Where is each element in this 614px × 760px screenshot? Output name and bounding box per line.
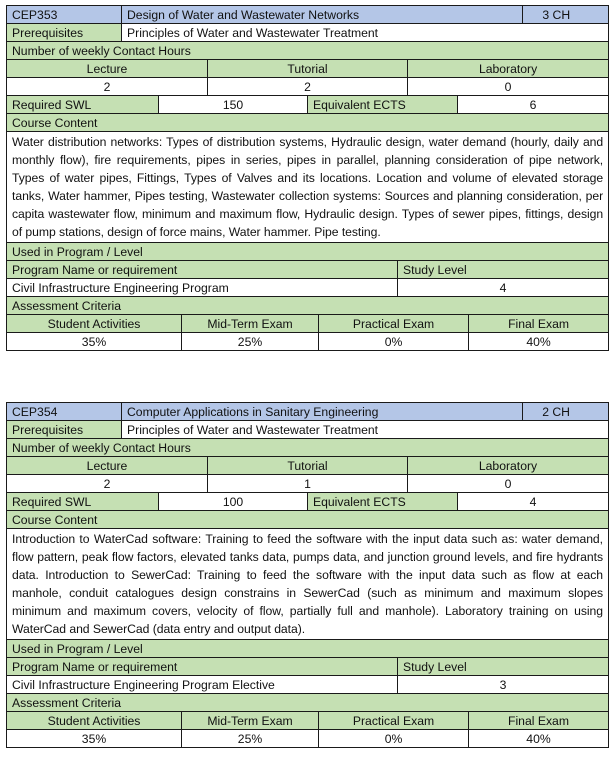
course-content-row: [7, 529, 609, 640]
contact-hours-label: Number of weekly Contact Hours: [7, 439, 609, 457]
tutorial-header: Tutorial: [208, 60, 408, 78]
ects-label: Equivalent ECTS: [308, 96, 458, 114]
tutorial-hours: 1: [208, 475, 408, 493]
assessment-values-row: [7, 730, 609, 748]
assessment-header-row: [7, 315, 609, 333]
course-title: Computer Applications in Sanitary Engineering: [122, 403, 523, 421]
program-name: Civil Infrastructure Engineering Program Elective: [7, 676, 398, 694]
practical-exam-value: 0%: [319, 730, 469, 748]
lecture-header: Lecture: [7, 60, 208, 78]
swl-value: 100: [159, 493, 308, 511]
program-name-header: Program Name or requirement: [7, 658, 398, 676]
practical-exam-header: Practical Exam: [319, 315, 469, 333]
study-level: 3: [398, 676, 609, 694]
prerequisites-value: Principles of Water and Wastewater Treatment: [122, 421, 609, 439]
midterm-exam-value: 25%: [182, 333, 319, 351]
course-code: CEP354: [7, 403, 122, 421]
program-name-header: Program Name or requirement: [7, 261, 398, 279]
assessment-title-row: [7, 297, 609, 315]
prerequisites-value: Principles of Water and Wastewater Treatment: [122, 24, 609, 42]
course-code: CEP353: [7, 6, 122, 24]
assessment-values-row: [7, 333, 609, 351]
assessment-criteria-label: Assessment Criteria: [7, 297, 609, 315]
student-activities-header: Student Activities: [7, 712, 182, 730]
workload-row: [7, 96, 609, 114]
tutorial-hours: 2: [208, 78, 408, 96]
swl-value: 150: [159, 96, 308, 114]
workload-row: [7, 493, 609, 511]
course-content-label: Course Content: [7, 114, 609, 132]
program-header-row: [7, 658, 609, 676]
student-activities-value: 35%: [7, 333, 182, 351]
ects-value: 4: [458, 493, 609, 511]
program-title-row: [7, 243, 609, 261]
midterm-exam-header: Mid-Term Exam: [182, 315, 319, 333]
study-level-header: Study Level: [398, 658, 609, 676]
lecture-hours: 2: [7, 475, 208, 493]
program-header-row: [7, 261, 609, 279]
lecture-header: Lecture: [7, 457, 208, 475]
prerequisites-row: [7, 421, 609, 439]
assessment-header-row: [7, 712, 609, 730]
study-level: 4: [398, 279, 609, 297]
midterm-exam-value: 25%: [182, 730, 319, 748]
final-exam-value: 40%: [469, 730, 609, 748]
course-table-cep354: [6, 402, 609, 748]
practical-exam-header: Practical Exam: [319, 712, 469, 730]
contact-hours-label: Number of weekly Contact Hours: [7, 42, 609, 60]
program-values-row: [7, 676, 609, 694]
contact-hours-title-row: [7, 42, 609, 60]
tutorial-header: Tutorial: [208, 457, 408, 475]
practical-exam-value: 0%: [319, 333, 469, 351]
course-content-label: Course Content: [7, 511, 609, 529]
credit-hours: 3 CH: [523, 6, 609, 24]
program-name: Civil Infrastructure Engineering Program: [7, 279, 398, 297]
final-exam-header: Final Exam: [469, 712, 609, 730]
program-values-row: [7, 279, 609, 297]
contact-hours-header-row: [7, 60, 609, 78]
laboratory-hours: 0: [408, 475, 609, 493]
final-exam-value: 40%: [469, 333, 609, 351]
lecture-hours: 2: [7, 78, 208, 96]
course-content-title-row: [7, 114, 609, 132]
assessment-title-row: [7, 694, 609, 712]
course-content-title-row: [7, 511, 609, 529]
course-table-cep353: [6, 5, 609, 351]
course-content-row: [7, 132, 609, 243]
midterm-exam-header: Mid-Term Exam: [182, 712, 319, 730]
laboratory-hours: 0: [408, 78, 609, 96]
course-header-row: [7, 6, 609, 24]
course-title: Design of Water and Wastewater Networks: [122, 6, 523, 24]
swl-label: Required SWL: [7, 96, 159, 114]
swl-label: Required SWL: [7, 493, 159, 511]
assessment-criteria-label: Assessment Criteria: [7, 694, 609, 712]
course-header-row: [7, 403, 609, 421]
contact-hours-title-row: [7, 439, 609, 457]
contact-hours-header-row: [7, 457, 609, 475]
student-activities-header: Student Activities: [7, 315, 182, 333]
contact-hours-values-row: [7, 78, 609, 96]
prerequisites-label: Prerequisites: [7, 421, 122, 439]
ects-value: 6: [458, 96, 609, 114]
contact-hours-values-row: [7, 475, 609, 493]
prerequisites-label: Prerequisites: [7, 24, 122, 42]
prerequisites-row: [7, 24, 609, 42]
final-exam-header: Final Exam: [469, 315, 609, 333]
study-level-header: Study Level: [398, 261, 609, 279]
student-activities-value: 35%: [7, 730, 182, 748]
program-title-row: [7, 640, 609, 658]
credit-hours: 2 CH: [523, 403, 609, 421]
program-level-label: Used in Program / Level: [7, 640, 609, 658]
course-content-text: Introduction to WaterCad software: Training to feed the software with the input data such as: water demand, flow pattern, peak flow factors, elevated tanks data, pumps data, and junction ground levels, and fire hydrants data. Introduction to SewerCad: Training to feed the software with the input data such as flow at each manhole, conduit catalogues design constrains in SewerCad (such as minimum and maximum slopes minimum and maximum covers, velocity of flow, partially full and manhole). Laboratory training on using WaterCad and SewerCad (data entry and output data).: [7, 529, 609, 640]
laboratory-header: Laboratory: [408, 457, 609, 475]
course-content-text: Water distribution networks: Types of distribution systems, Hydraulic design, water demand (hourly, daily and monthly flow), fire requirements, pipes in series, pipes in parallel, planning consideration of pipe network, Types of water pipes, Fittings, Types of Valves and its locations. Location and volume of elevated storage tanks, Water hammer, Pipes testing, Wastewater collection systems: Sources and planning consideration, per capita wastewater flow, minimum and maximum flow, Hydraulic design. Types of sewer pipes, fittings, design of pump stations, design of force mains, Water hammer. Pipe testing.: [7, 132, 609, 243]
ects-label: Equivalent ECTS: [308, 493, 458, 511]
laboratory-header: Laboratory: [408, 60, 609, 78]
program-level-label: Used in Program / Level: [7, 243, 609, 261]
